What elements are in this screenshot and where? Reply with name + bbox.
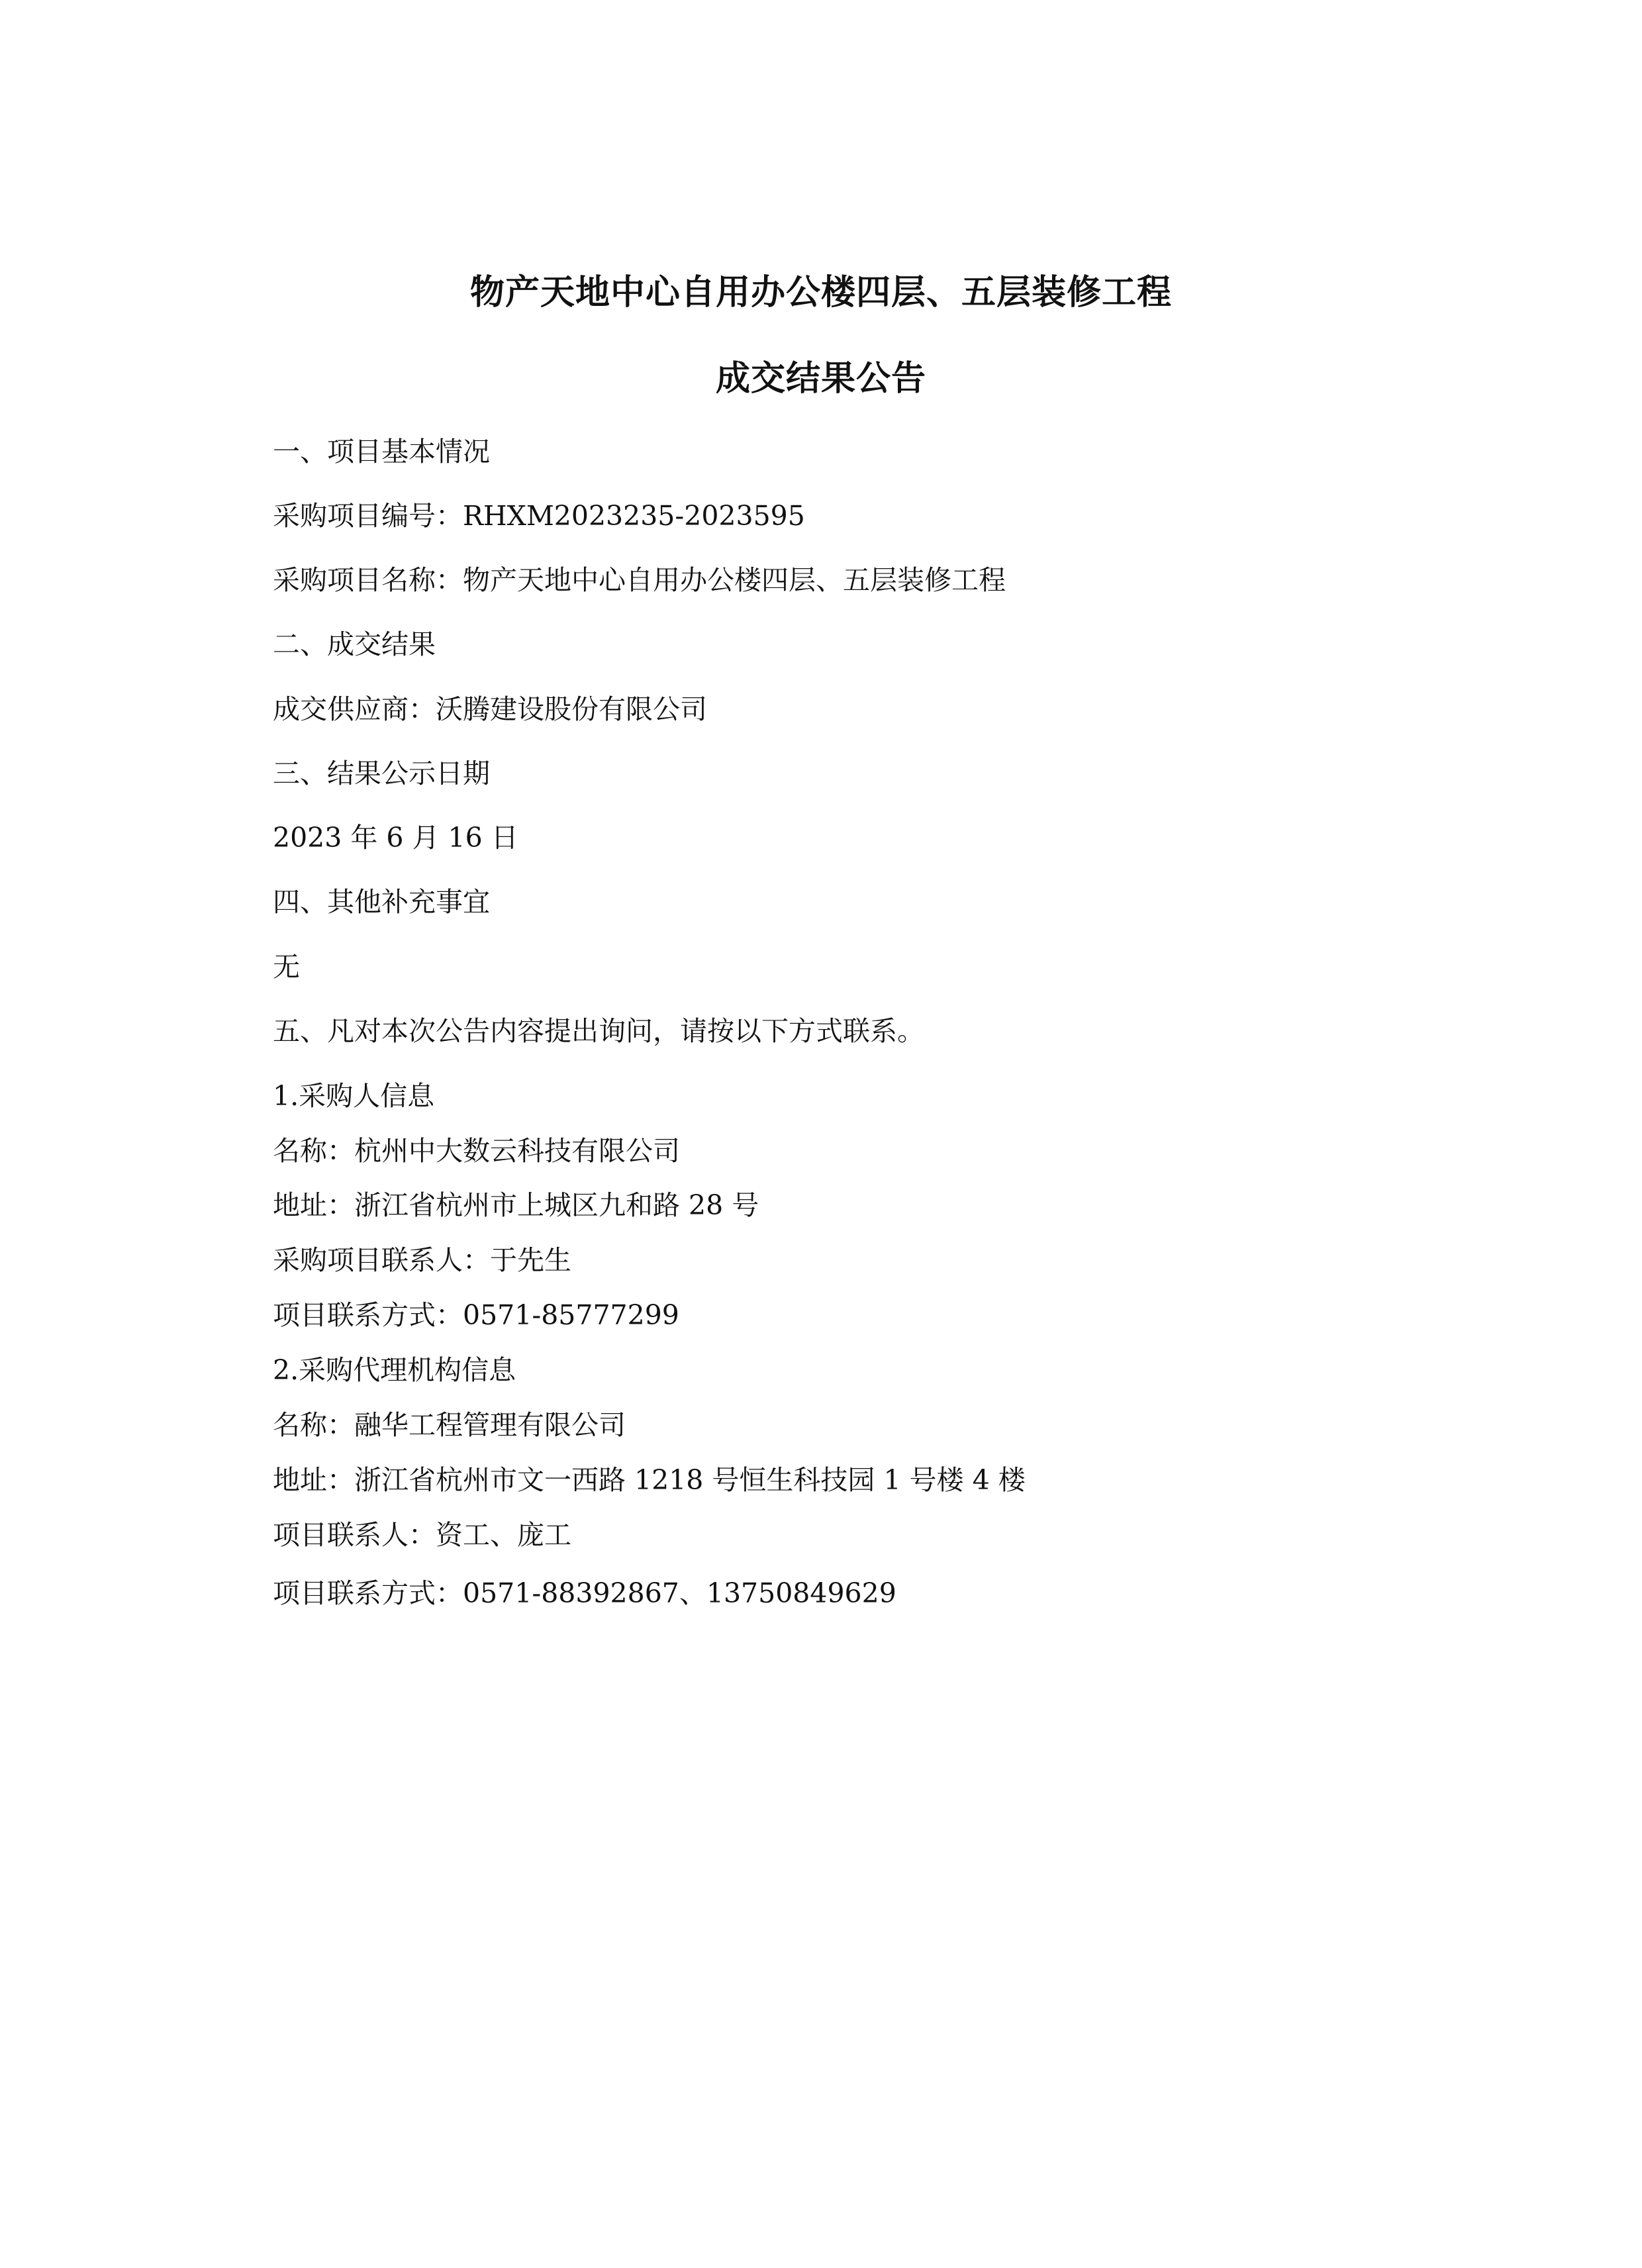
page-subtitle: 成交结果公告 (715, 359, 926, 399)
winning-supplier: 成交供应商：沃腾建设股份有限公司 (273, 693, 707, 725)
agency-address: 地址：浙江省杭州市文一西路 1218 号恒生科技园 1 号楼 4 楼 (273, 1464, 1026, 1496)
project-number: 采购项目编号：RHXM2023235-2023595 (273, 500, 805, 532)
project-name: 采购项目名称：物产天地中心自用办公楼四层、五层装修工程 (273, 564, 1006, 596)
section-heading-publish-date: 三、结果公示日期 (273, 758, 490, 789)
page-title: 物产天地中心自用办公楼四层、五层装修工程 (469, 273, 1172, 313)
agency-heading: 2.采购代理机构信息 (273, 1354, 516, 1386)
agency-contact-person: 项目联系人：资工、庞工 (273, 1519, 571, 1551)
purchaser-address: 地址：浙江省杭州市上城区九和路 28 号 (273, 1189, 759, 1221)
section-heading-contact: 五、凡对本次公告内容提出询问，请按以下方式联系。 (273, 1015, 924, 1047)
purchaser-contact-person: 采购项目联系人：于先生 (273, 1244, 571, 1276)
section-heading-other-matters: 四、其他补充事宜 (273, 886, 490, 918)
publish-date: 2023 年 6 月 16 日 (273, 822, 518, 854)
agency-contact-phone: 项目联系方式：0571-88392867、13750849629 (273, 1577, 896, 1609)
section-heading-project-info: 一、项目基本情况 (273, 436, 490, 468)
purchaser-heading: 1.采购人信息 (273, 1080, 435, 1112)
other-matters: 无 (273, 951, 300, 983)
section-heading-result: 二、成交结果 (273, 628, 436, 660)
purchaser-name: 名称：杭州中大数云科技有限公司 (273, 1135, 680, 1167)
agency-name: 名称：融华工程管理有限公司 (273, 1409, 626, 1441)
purchaser-contact-phone: 项目联系方式：0571-85777299 (273, 1299, 679, 1331)
